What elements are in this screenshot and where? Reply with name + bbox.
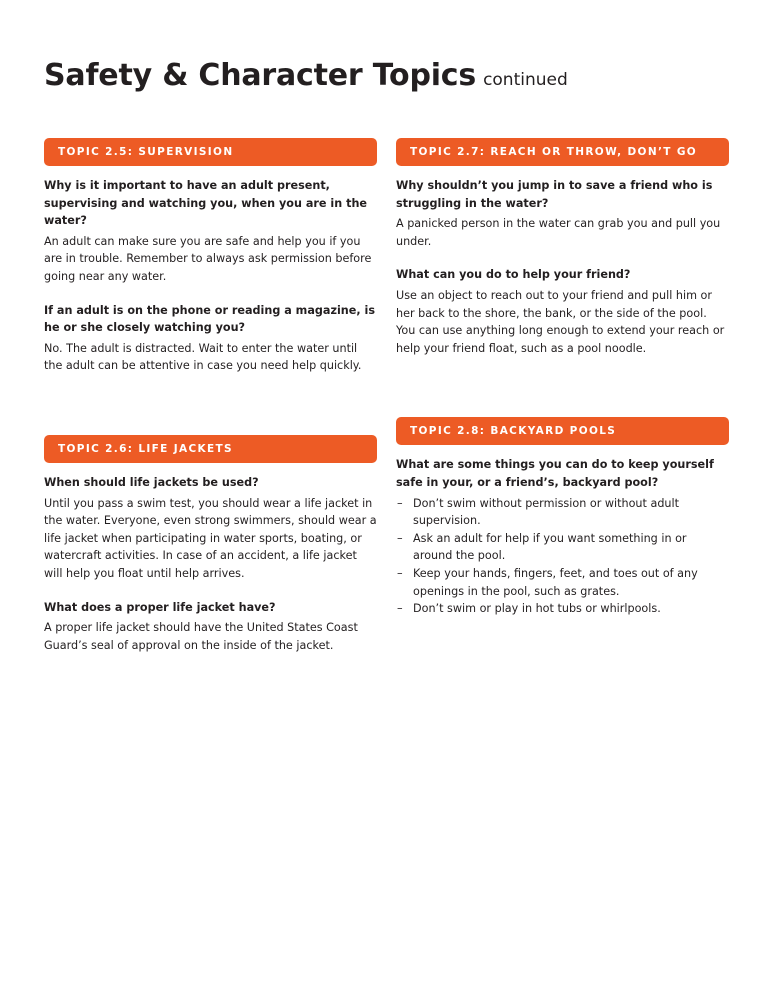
topic-body-2-5: [44, 166, 377, 375]
list-item-text: Don’t swim without permission or without adult supervision.: [413, 496, 680, 528]
topic-card-2-7: [396, 138, 729, 357]
list-item-text: Ask an adult for help if you want something in or around the pool.: [413, 531, 687, 563]
question: If an adult is on the phone or reading a magazine, is he or she closely watching you?: [44, 303, 375, 335]
right-column: [396, 138, 729, 654]
list-item-text: Don’t swim or play in hot tubs or whirlpools.: [413, 602, 661, 616]
question: What can you do to help your friend?: [396, 268, 631, 282]
page-title: [44, 58, 568, 93]
answer: A proper life jacket should have the United States Coast Guard’s seal of approval on the inside of the jacket.: [44, 621, 358, 652]
topic-header-2-8: [396, 417, 729, 445]
safety-tips-list: [396, 495, 729, 618]
topics-grid: [44, 138, 728, 654]
page-title-continued: continued: [483, 70, 568, 90]
question: Why shouldn’t you jump in to save a friend who is struggling in the water?: [396, 179, 713, 210]
topic-body-2-7: [396, 166, 729, 357]
topic-body-2-8: [396, 445, 729, 617]
topic-card-2-6: [44, 435, 377, 654]
question: What does a proper life jacket have?: [44, 600, 276, 614]
topic-header-2-7: [396, 138, 729, 166]
question: When should life jackets be used?: [44, 475, 259, 489]
page-title-main: Safety & Character Topics: [44, 58, 477, 93]
list-item: [396, 565, 729, 600]
dash-marker-icon: –: [397, 566, 403, 580]
topic-header-2-6: [44, 435, 377, 463]
list-item: [396, 600, 729, 618]
answer: Until you pass a swim test, you should wear a life jacket in the water. Everyone, even strong swimmers, should wear a life jacket when participating in water sports, boating, or watercraft activities. In case of an accident, a life jacket will help you float until help arrives.: [44, 496, 377, 580]
topic-body-2-6: [44, 463, 377, 654]
topic-card-2-5: [44, 138, 377, 375]
answer: A panicked person in the water can grab you and pull you under.: [396, 217, 721, 248]
topic-header-label: TOPIC 2.8: BACKYARD POOLS: [410, 425, 617, 438]
dash-marker-icon: –: [397, 602, 403, 616]
dash-marker-icon: –: [397, 496, 403, 510]
topic-header-label: TOPIC 2.6: LIFE JACKETS: [58, 442, 233, 455]
question: Why is it important to have an adult present, supervising and watching you, when you are in the water?: [44, 179, 367, 228]
answer: An adult can make sure you are safe and help you if you are in trouble. Remember to always ask permission before going near any water.: [44, 234, 372, 283]
topic-header-label: TOPIC 2.5: SUPERVISION: [58, 145, 234, 158]
list-item-text: Keep your hands, fingers, feet, and toes out of any openings in the pool, such as grates.: [413, 566, 698, 598]
topic-header-label: TOPIC 2.7: REACH OR THROW, DON’T GO: [410, 145, 698, 158]
topic-card-2-8: [396, 417, 729, 617]
list-item: [396, 495, 729, 530]
dash-marker-icon: –: [397, 531, 403, 545]
answer: No. The adult is distracted. Wait to enter the water until the adult can be attentive in case you need help quickly.: [44, 341, 362, 373]
question: What are some things you can do to keep yourself safe in your, or a friend’s, backyard pool?: [396, 458, 714, 489]
answer: Use an object to reach out to your friend and pull him or her back to the shore, the bank, or the side of the pool. You can use anything long enough to extend your reach or help your friend float, such as a pool noodle.: [396, 288, 725, 355]
left-column: [44, 138, 377, 654]
topic-header-2-5: [44, 138, 377, 166]
list-item: [396, 530, 729, 565]
